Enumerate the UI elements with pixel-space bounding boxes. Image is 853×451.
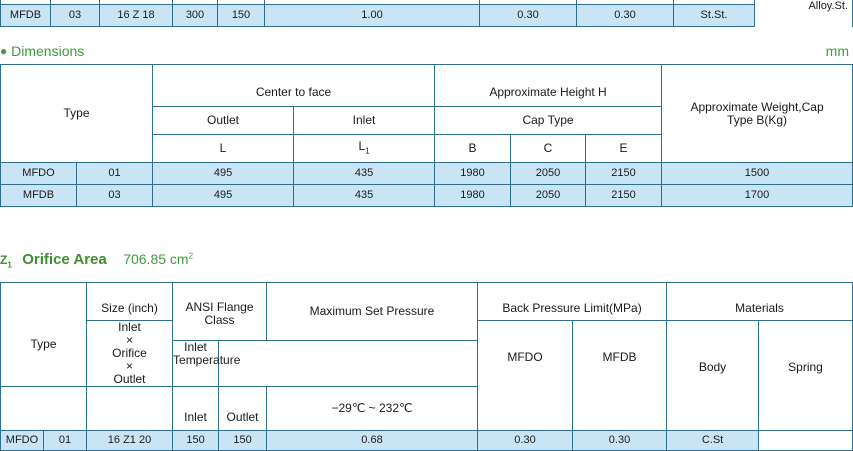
code-cell: 01 (44, 431, 87, 451)
mfdo-cell: 0.30 (478, 431, 573, 451)
inlet-header: Inlet (294, 107, 435, 135)
dimensions-title: Dimensions (11, 43, 85, 59)
cap-e-cell: 2150 (586, 185, 662, 207)
body-header: Body (667, 321, 759, 431)
size-header: Size (inch) (87, 283, 173, 321)
table-row (1, 431, 853, 451)
ansi-outlet-header: Outlet (219, 387, 267, 431)
mfdb-cell: 0.30 (577, 5, 674, 27)
outlet-cell: 495 (153, 185, 294, 207)
outlet-class-cell: 150 (219, 431, 267, 451)
orifice-title: Orifice Area (22, 251, 107, 268)
inlet-cell: 435 (294, 163, 435, 185)
size-detail-header: Inlet × Orifice × Outlet (87, 321, 173, 387)
dimensions-heading (0, 43, 84, 59)
code-cell: 01 (77, 163, 153, 185)
cap-c-header: C (511, 135, 586, 163)
outlet-cell: 495 (153, 163, 294, 185)
spring-header: Spring (759, 321, 853, 431)
cap-type-header: Cap Type (435, 107, 662, 135)
body-cell: C.St (667, 431, 759, 451)
ansi-header: ANSI Flange Class (173, 283, 267, 341)
table-row (1, 185, 853, 207)
body-cell: St.St. (674, 5, 755, 27)
pressure-cell: 1.00 (265, 5, 480, 27)
orifice-heading (0, 251, 193, 269)
code-cell: 03 (77, 185, 153, 207)
inlet-class-cell: 150 (173, 431, 219, 451)
dimensions-table (0, 64, 853, 207)
pressure-cell: 0.68 (267, 431, 478, 451)
temperature-range: −29℃ ~ 232℃ (267, 387, 478, 431)
type-header: Type (1, 283, 87, 387)
inlet-class-cell: 300 (173, 5, 218, 27)
cap-e-cell: 2150 (586, 163, 662, 185)
cap-b-cell: 1980 (435, 185, 511, 207)
ansi-inlet-header: Inlet (173, 387, 219, 431)
mfdo-header: MFDO (478, 321, 573, 431)
max-set-pressure-header: Maximum Set Pressure (267, 283, 478, 341)
cap-c-cell: 2050 (511, 163, 586, 185)
cap-b-header: B (435, 135, 511, 163)
table-row (1, 163, 853, 185)
weight-cell: 1700 (662, 185, 853, 207)
top-spec-table (0, 0, 853, 27)
outlet-symbol: L (153, 135, 294, 163)
mfdb-header: MFDB (573, 321, 667, 431)
type-header: Type (1, 65, 153, 163)
material-alloy: Alloy.St. (755, 0, 853, 27)
model-cell: MFDO (1, 163, 77, 185)
table-row (1, 5, 853, 27)
cap-e-header: E (586, 135, 662, 163)
bullet-icon: ● (0, 44, 8, 58)
weight-cell: 1500 (662, 163, 853, 185)
model-cell: MFDO (1, 431, 44, 451)
model-cell: MFDB (1, 5, 51, 27)
cap-b-cell: 1980 (435, 163, 511, 185)
mfdb-cell: 0.30 (573, 431, 667, 451)
model-cell: MFDB (1, 185, 77, 207)
approx-height-header: Approximate Height H (435, 65, 662, 107)
center-to-face-header: Center to face (153, 65, 435, 107)
materials-header: Materials (667, 283, 853, 321)
orifice-area-value: 706.85 $cm^2$ (123, 251, 194, 267)
inlet-cell: 435 (294, 185, 435, 207)
outlet-class-cell: 150 (218, 5, 265, 27)
orifice-z-label: $Z_1$ (0, 253, 12, 270)
size-cell: 16 Z 18 (100, 5, 173, 27)
unit-label: mm (825, 43, 849, 59)
pressure-table (0, 282, 853, 451)
size-cell: 16 Z1 20 (87, 431, 173, 451)
back-pressure-header: Back Pressure Limit(MPa) (478, 283, 667, 321)
cap-c-cell: 2050 (511, 185, 586, 207)
inlet-symbol: $L_1$ (294, 135, 435, 163)
weight-header: Approximate Weight,Cap Type B(Kg) (662, 65, 853, 163)
mfdo-cell: 0.30 (480, 5, 577, 27)
outlet-header: Outlet (153, 107, 294, 135)
inlet-temperature-header: Inlet Temperature (173, 340, 219, 386)
spring-cell (759, 431, 853, 451)
code-cell: 03 (51, 5, 100, 27)
